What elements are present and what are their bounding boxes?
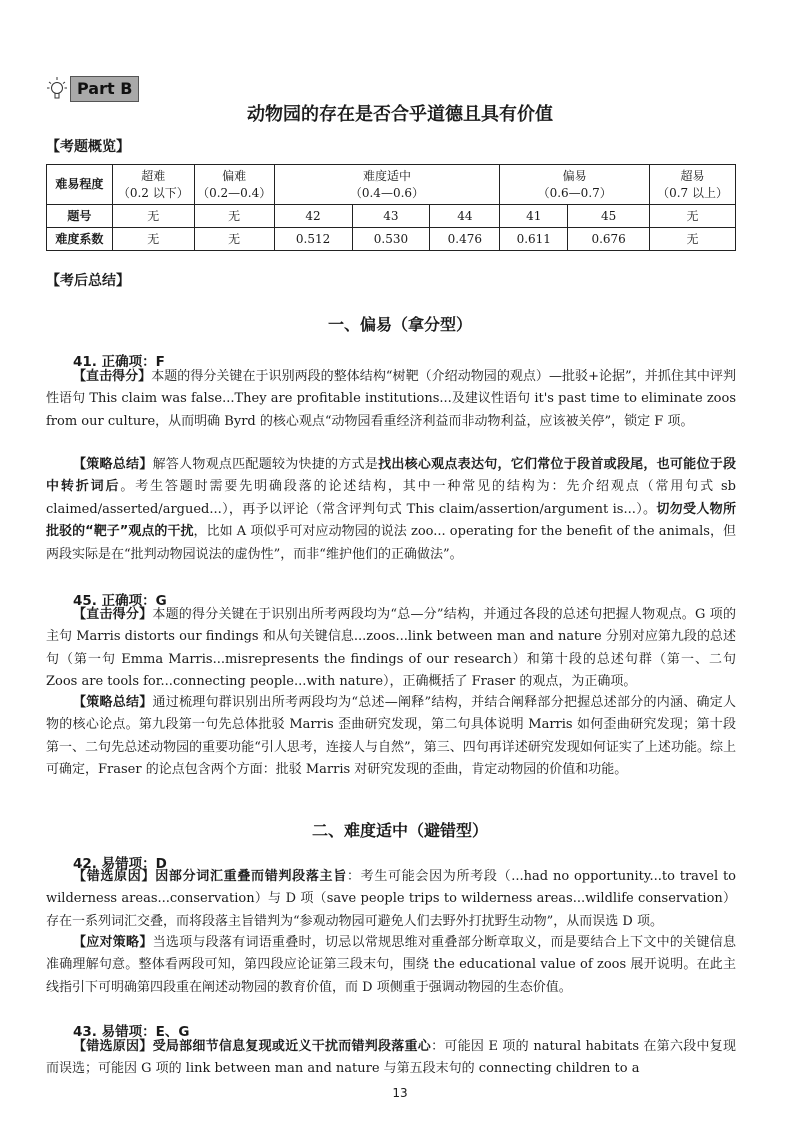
table-cell: 44 [430,205,500,228]
section-title-easy: 一、偏易（拿分型） [327,315,472,334]
table-cell: 0.512 [274,228,352,251]
level-name: 超难 [141,168,166,183]
table-row-number [47,205,736,228]
level-name: 偏难 [222,168,247,183]
overview-heading: 【考题概览】 [46,139,130,155]
q43-error-reason [46,1036,736,1081]
level-name: 偏易 [562,168,587,183]
emphasis: 因部分词汇重叠而错判段落主旨 [155,869,347,884]
level-range: （0.2—0.4） [197,185,272,200]
table-cell: 无 [650,205,736,228]
table-cell: 无 [194,228,274,251]
q42-error-reason [46,866,736,933]
table-cell: 0.611 [500,228,568,251]
emphasis: 受局部细节信息复现或近义干扰而错判段落重心 [152,1039,432,1054]
text: 解答人物观点匹配题较为快捷的方式是 [152,457,379,472]
table-cell: 43 [352,205,430,228]
table-cell: 无 [650,228,736,251]
table-cell: 0.676 [568,228,650,251]
table-row-level [47,165,736,205]
level-range: （0.7 以上） [657,185,728,200]
level-cell-super-hard [112,165,194,205]
text: 通过梳理句群识别出所考两段均为“总述—阐释”结构，并结合阐释部分把握总述部分的内涵、确定人物的核心论点。第九段第一句先总体批驳 Marris 歪曲研究发现，第二句具体说明 Marris 如何歪曲研究发现；第十段第一、二句先总述动物园的重要功能“引人思考，连接人与自然”，第三、四句再详述研究发现如何证实了上述功能。综上可确定，Fraser 的论点包含两个方面：批驳 Marris 对研究发现的歪曲，肯定动物园的价值和功能。 [46,695,736,778]
level-range: （0.6—0.7） [537,185,612,200]
text: 。考生答题时需要先明确段落的论述结构，其中一种常见的结构为：先介绍观点（常用句式 sb claimed/asserted/argued...），再予以评论（常含评判句式 This claim/assertion/argument is...）。 [46,479,736,517]
row-label-level: 难易程度 [47,165,113,205]
table-cell: 45 [568,205,650,228]
text: ：考生可能会因为所考段（...had no opportunity...to travel to wilderness areas...conservation）与 D 项（save people trips to wilderness areas...wildlife conservation）存在一系列词汇交叠，而将段落主旨错判为“参观动物园可避免人们去野外打扰野生动物”，从而误选 D 项。 [46,869,736,929]
question-43-heading: 43. 易错项：E、G [73,1024,190,1040]
question-42-heading: 42. 易错项：D [73,856,167,872]
question-41-heading: 41. 正确项：F [73,354,165,370]
text: 本题的得分关键在于识别两段的整体结构“树靶（介绍动物园的观点）—批驳+论据”，并抓住其中评判性语句 This claim was false...They are profitable institutions...及建议性语句 it's past time to eliminate zoos from our culture，从而明确 Byrd 的核心观点“动物园看重经济利益而非动物利益，应该被关停”，锁定 F 项。 [46,369,736,429]
text: ，比如 A 项似乎可对应动物园的说法 zoo... operating for the benefit of the animals，但两段实际是在“批判动物园说法的虚伪性”，而非“维护他们的正确做法”。 [46,524,737,562]
table-row-coefficient [47,228,736,251]
text: ：可能因 E 项的 natural habitats 在第六段中复现而误选；可能因 G 项的 link between man and nature 与第五段末句的 connecting children to a [46,1039,736,1077]
difficulty-table [46,164,736,251]
level-cell-hard [194,165,274,205]
label: 【直击得分】 [73,369,152,384]
q45-direct-score [46,604,736,694]
text: 当选项与段落有词语重叠时，切忌以常规思维对重叠部分断章取义，而是要结合上下文中的关键信息准确理解句意。整体看两段可知，第四段应论证第三段末句，围绕 the educational value of zoos 展开说明。在此主线指引下可明确第四段重在阐述动物园的教育价值，而 D 项侧重于强调动物园的生态价值。 [46,935,736,995]
label: 【策略总结】 [73,695,153,710]
table-cell: 0.476 [430,228,500,251]
question-45-heading: 45. 正确项：G [73,593,167,609]
level-name: 超易 [680,168,705,183]
level-cell-easy [500,165,650,205]
part-b-badge: Part B [70,76,139,102]
table-cell: 无 [194,205,274,228]
text: 本题的得分关键在于识别出所考两段均为“总—分”结构，并通过各段的总述句把握人物观点。G 项的主句 Marris distorts our findings 和从句关键信息...zoos...link between man and nature 分别对应第九段的总述句（第一句 Emma Marris...misrepresents the findings of our research）和第十段的总述句群（第一、二句 Zoos are tools for...connecting people...with nature），正确概括了 Fraser 的观点，为正确项。 [46,607,736,690]
q41-direct-score [46,366,736,433]
table-cell: 42 [274,205,352,228]
summary-heading: 【考后总结】 [46,273,130,289]
row-label-number: 题号 [47,205,113,228]
table-cell: 41 [500,205,568,228]
label: 【策略总结】 [73,457,153,472]
q45-strategy [46,692,736,782]
level-range: （0.2 以下） [117,185,189,200]
label: 【应对策略】 [73,935,153,950]
label: 【错选原因】 [73,869,156,884]
page-title: 动物园的存在是否合乎道德且具有价值 [247,104,553,125]
row-label-coefficient: 难度系数 [47,228,113,251]
q42-strategy [46,932,736,999]
level-range: （0.4—0.6） [349,185,425,200]
emphasis: 找出核心观点表达句，它们常位于段首或段尾，也可能位于段中转折词后 [46,457,736,495]
level-name: 难度适中 [362,168,411,183]
emphasis: 切勿受人物所批驳的“靶子”观点的干扰 [46,501,736,540]
level-cell-medium [274,165,500,205]
table-cell: 无 [112,205,194,228]
page-number: 13 [392,1086,408,1100]
table-cell: 无 [112,228,194,251]
q41-strategy [46,454,736,566]
level-cell-super-easy [650,165,736,205]
label: 【错选原因】 [73,1039,153,1054]
table-cell: 0.530 [352,228,430,251]
section-title-medium: 二、难度适中（避错型） [311,821,488,840]
label: 【直击得分】 [73,607,153,622]
